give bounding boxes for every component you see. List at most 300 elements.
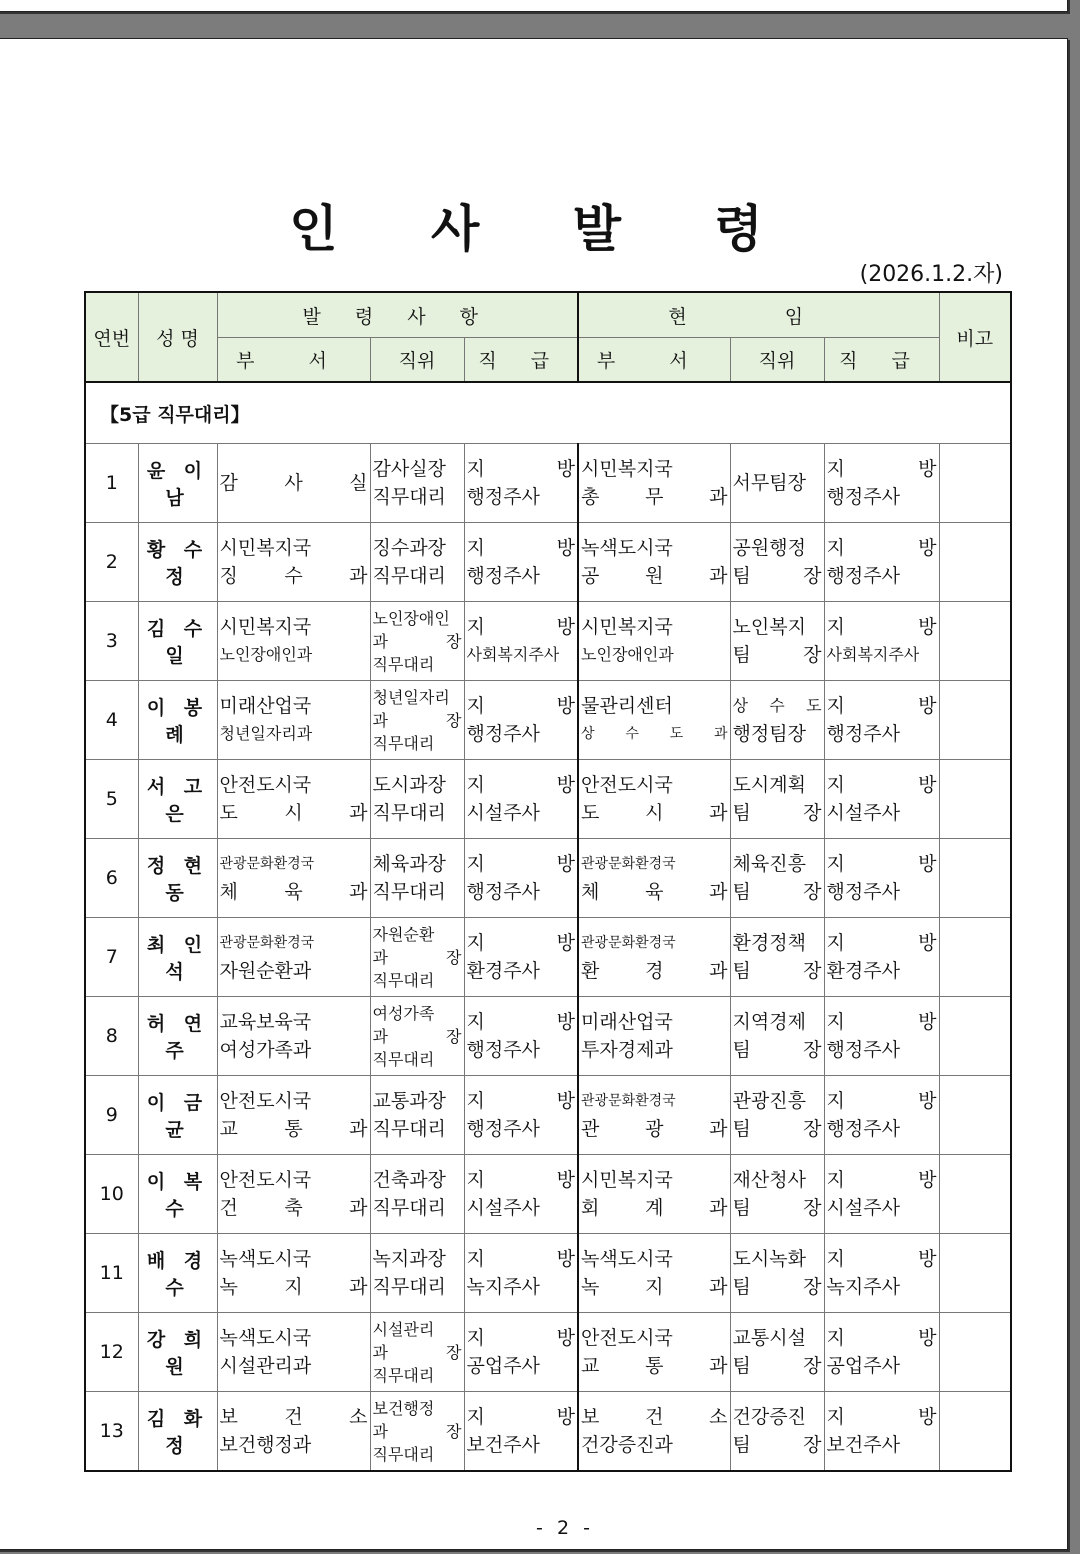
new-position-line: 직무대리 [372,486,446,508]
new-dept-line: 안전도시국 [219,774,312,796]
row-number: 10 [85,1155,138,1234]
person-name: 이 금 균 [138,1076,217,1155]
new-grade-line: 지 방 [466,1327,576,1349]
new-grade-line: 시설주사 [466,802,540,824]
new-position-cell [370,1313,464,1392]
cur-grade-cell [824,602,939,681]
cur-dept-line: 안전도시국 [581,774,673,796]
cur-grade-line: 공업주사 [826,1355,900,1377]
cur-grade-line: 시설주사 [826,802,900,824]
new-position-line: 감사실장 [372,458,446,480]
cur-position-line: 교통시설 [732,1327,806,1349]
cur-dept-line: 시민복지국 [581,616,673,638]
cur-grade-line: 지 방 [826,695,937,717]
cur-dept-line: 시민복지국 [581,1169,673,1191]
new-dept-line: 도 시 과 [219,802,368,824]
cur-dept-cell [578,602,730,681]
cur-dept-line: 녹색도시국 [581,537,673,559]
cur-grade-cell [824,1076,939,1155]
section-label: 【5급 직무대리】 [85,382,1011,444]
new-dept-line: 안전도시국 [219,1169,312,1191]
cur-grade-line: 행정주사 [826,565,900,587]
new-grade-line: 시설주사 [466,1197,540,1219]
cur-position-line: 상 수 도 [732,696,822,715]
new-dept-cell [217,839,370,918]
new-position-line: 직무대리 [372,802,446,824]
header-cur-position: 직위 [730,338,824,383]
table-row [85,760,1011,839]
new-grade-line: 행정주사 [466,881,540,903]
new-position-line: 노인장애인 [372,608,450,628]
cur-dept-line: 건강증진과 [581,1434,673,1456]
remarks-cell [939,839,1011,918]
remarks-cell [939,760,1011,839]
row-number: 4 [85,681,138,760]
new-dept-line: 감 사 실 [219,472,368,494]
row-number: 3 [85,602,138,681]
new-dept-line: 녹색도시국 [219,1248,312,1270]
new-position-line: 직무대리 [372,1444,435,1464]
header-seq: 연번 [85,292,138,382]
new-position-line: 직무대리 [372,881,446,903]
cur-position-line: 팀 장 [732,1197,822,1219]
cur-position-line: 팀 장 [732,565,822,587]
cur-position-line: 도시녹화 [732,1248,806,1270]
person-name: 최 인 석 [138,918,217,997]
row-number: 7 [85,918,138,997]
new-position-line: 과 장 [372,947,462,967]
new-dept-line: 녹색도시국 [219,1327,312,1349]
cur-dept-line: 환 경 과 [581,960,728,982]
cur-dept-cell [578,997,730,1076]
cur-dept-line: 물관리센터 [581,695,673,717]
new-position-cell [370,839,464,918]
new-grade-line: 행정주사 [466,723,540,745]
cur-dept-cell [578,523,730,602]
table-row [85,997,1011,1076]
remarks-cell [939,1234,1011,1313]
new-dept-line: 자원순환과 [219,960,312,982]
cur-dept-line: 녹 지 과 [581,1276,728,1298]
cur-dept-line: 관광문화환경국 [581,856,676,872]
cur-grade-line: 지 방 [826,1169,937,1191]
new-dept-cell [217,523,370,602]
cur-dept-line: 투자경제과 [581,1039,673,1061]
cur-dept-line: 도 시 과 [581,802,728,824]
cur-position-line: 재산청사 [732,1169,806,1191]
cur-grade-line: 지 방 [826,458,937,480]
cur-position-line: 팀 장 [732,1118,822,1140]
page-number: - 2 - [536,1517,594,1539]
cur-grade-line: 시설주사 [826,1197,900,1219]
person-name: 허 연 주 [138,997,217,1076]
cur-dept-cell [578,1234,730,1313]
cur-dept-cell [578,839,730,918]
new-position-cell [370,444,464,523]
new-dept-cell [217,1076,370,1155]
table-row [85,1076,1011,1155]
cur-position-line: 팀 장 [732,644,822,666]
cur-position-line: 서무팀장 [732,472,806,494]
new-dept-line: 관광문화환경국 [219,935,315,951]
new-grade-cell [464,444,578,523]
cur-grade-line: 사회복지주사 [826,645,920,664]
new-position-line: 직무대리 [372,1197,446,1219]
cur-position-cell [730,997,824,1076]
cur-position-line: 도시계획 [732,774,806,796]
new-position-line: 도시과장 [372,774,446,796]
cur-grade-cell [824,523,939,602]
new-grade-cell [464,839,578,918]
new-dept-line: 관광문화환경국 [219,856,315,872]
new-grade-cell [464,1313,578,1392]
cur-position-cell [730,1234,824,1313]
new-grade-line: 사회복지주사 [466,645,560,664]
cur-dept-line: 시민복지국 [581,458,673,480]
remarks-cell [939,1313,1011,1392]
cur-dept-line: 관광문화환경국 [581,1093,676,1109]
person-name: 김 화 정 [138,1392,217,1472]
new-grade-line: 지 방 [466,616,576,638]
new-grade-cell [464,602,578,681]
cur-position-line: 환경정책 [732,932,806,954]
new-dept-line: 보 건 소 [219,1406,368,1428]
cur-position-cell [730,1392,824,1472]
new-grade-line: 공업주사 [466,1355,540,1377]
new-position-cell [370,1392,464,1472]
cur-position-cell [730,523,824,602]
new-dept-line: 청년일자리과 [219,724,313,743]
cur-grade-line: 행정주사 [826,881,900,903]
new-dept-cell [217,602,370,681]
table-row [85,1392,1011,1472]
cur-grade-line: 지 방 [826,616,937,638]
table-row [85,523,1011,602]
new-dept-line: 안전도시국 [219,1090,312,1112]
new-position-line: 시설관리 [372,1319,435,1339]
new-grade-line: 지 방 [466,537,576,559]
new-grade-line: 지 방 [466,1090,576,1112]
cur-dept-line: 교 통 과 [581,1355,728,1377]
cur-position-cell [730,918,824,997]
table-row [85,918,1011,997]
header-cur-grade: 직 급 [824,338,939,383]
cur-position-line: 팀 장 [732,1355,822,1377]
row-number: 1 [85,444,138,523]
new-grade-cell [464,997,578,1076]
new-dept-cell [217,1313,370,1392]
cur-position-line: 팀 장 [732,1434,822,1456]
document-page [0,38,1068,1550]
person-name: 강 희 원 [138,1313,217,1392]
cur-dept-line: 안전도시국 [581,1327,673,1349]
cur-position-cell [730,602,824,681]
cur-position-cell [730,839,824,918]
new-grade-line: 행정주사 [466,565,540,587]
remarks-cell [939,1392,1011,1472]
cur-grade-cell [824,1392,939,1472]
person-name: 윤 이 남 [138,444,217,523]
new-position-line: 과 장 [372,631,462,651]
new-grade-line: 지 방 [466,1406,576,1428]
new-grade-line: 행정주사 [466,1118,540,1140]
new-dept-line: 여성가족과 [219,1039,312,1061]
new-position-line: 과 장 [372,1026,462,1046]
cur-grade-cell [824,681,939,760]
row-number: 6 [85,839,138,918]
cur-dept-line: 회 계 과 [581,1197,728,1219]
new-dept-line: 교육보육국 [219,1011,312,1033]
person-name: 이 복 수 [138,1155,217,1234]
new-position-line: 청년일자리 [372,687,450,707]
table-row [85,444,1011,523]
cur-position-line: 팀 장 [732,802,822,824]
new-grade-line: 지 방 [466,853,576,875]
new-position-line: 직무대리 [372,1276,446,1298]
cur-grade-cell [824,1313,939,1392]
new-dept-cell [217,1155,370,1234]
new-dept-line: 시민복지국 [219,537,312,559]
cur-dept-cell [578,1155,730,1234]
cur-dept-line: 관광문화환경국 [581,935,676,951]
cur-grade-line: 지 방 [826,1248,937,1270]
cur-grade-cell [824,760,939,839]
new-dept-line: 교 통 과 [219,1118,368,1140]
effective-date: (2026.1.2.자) [859,262,1003,287]
row-number: 12 [85,1313,138,1392]
cur-dept-cell [578,760,730,839]
cur-dept-line: 공 원 과 [581,565,728,587]
cur-dept-cell [578,1392,730,1472]
new-grade-cell [464,681,578,760]
new-grade-line: 녹지주사 [466,1276,540,1298]
cur-dept-line: 체 육 과 [581,881,728,903]
new-grade-line: 지 방 [466,1248,576,1270]
cur-grade-line: 지 방 [826,1011,937,1033]
new-dept-cell [217,681,370,760]
person-name: 김 수 일 [138,602,217,681]
cur-grade-line: 행정주사 [826,486,900,508]
cur-position-line: 건강증진 [732,1406,806,1428]
new-position-cell [370,1155,464,1234]
new-position-line: 직무대리 [372,654,435,674]
remarks-cell [939,444,1011,523]
cur-dept-line: 관 광 과 [581,1118,728,1140]
remarks-cell [939,602,1011,681]
cur-grade-line: 지 방 [826,1406,937,1428]
new-grade-line: 지 방 [466,774,576,796]
new-position-line: 교통과장 [372,1090,446,1112]
cur-grade-cell [824,444,939,523]
cur-grade-line: 지 방 [826,1327,937,1349]
new-dept-cell [217,918,370,997]
table-row [85,602,1011,681]
header-new-dept: 부 서 [217,338,370,383]
new-position-line: 직무대리 [372,1049,435,1069]
remarks-cell [939,1155,1011,1234]
cur-grade-line: 행정주사 [826,1118,900,1140]
remarks-cell [939,997,1011,1076]
cur-dept-line: 상 수 도 과 [581,726,728,742]
personnel-table [84,291,1012,1472]
cur-dept-cell [578,1313,730,1392]
cur-dept-line: 녹색도시국 [581,1248,673,1270]
cur-grade-line: 행정주사 [826,1039,900,1061]
cur-position-cell [730,1313,824,1392]
table-row [85,1155,1011,1234]
cur-dept-cell [578,918,730,997]
cur-grade-line: 지 방 [826,537,937,559]
cur-position-line: 지역경제 [732,1011,806,1033]
new-position-cell [370,918,464,997]
cur-grade-line: 지 방 [826,1090,937,1112]
new-position-line: 직무대리 [372,1365,435,1385]
new-dept-line: 미래산업국 [219,695,312,717]
cur-dept-line: 총 무 과 [581,486,728,508]
person-name: 서 고 은 [138,760,217,839]
cur-grade-line: 행정주사 [826,723,900,745]
new-dept-cell [217,444,370,523]
new-grade-cell [464,1392,578,1472]
new-dept-line: 징 수 과 [219,565,368,587]
new-grade-line: 행정주사 [466,486,540,508]
new-grade-cell [464,523,578,602]
row-number: 8 [85,997,138,1076]
cur-dept-cell [578,1076,730,1155]
new-grade-line: 행정주사 [466,1039,540,1061]
new-dept-line: 노인장애인과 [219,645,313,664]
new-dept-line: 시설관리과 [219,1355,312,1377]
header-name: 성 명 [138,292,217,382]
row-number: 2 [85,523,138,602]
new-position-line: 여성가족 [372,1003,435,1023]
new-dept-cell [217,760,370,839]
new-dept-line: 건 축 과 [219,1197,368,1219]
new-grade-cell [464,918,578,997]
new-grade-line: 지 방 [466,695,576,717]
cur-position-line: 팀 장 [732,1039,822,1061]
person-name: 황 수 정 [138,523,217,602]
table-row [85,1234,1011,1313]
new-position-cell [370,1234,464,1313]
new-dept-line: 녹 지 과 [219,1276,368,1298]
cur-position-cell [730,681,824,760]
new-position-line: 직무대리 [372,970,435,990]
remarks-cell [939,918,1011,997]
header-current: 현 임 [578,292,939,338]
new-position-cell [370,997,464,1076]
new-position-line: 과 장 [372,710,462,730]
cur-dept-line: 미래산업국 [581,1011,673,1033]
remarks-cell [939,1076,1011,1155]
new-position-line: 직무대리 [372,1118,446,1140]
row-number: 5 [85,760,138,839]
table-row [85,1313,1011,1392]
person-name: 이 봉 례 [138,681,217,760]
cur-grade-cell [824,918,939,997]
table-row [85,839,1011,918]
header-new-grade: 직 급 [464,338,578,383]
new-position-cell [370,523,464,602]
cur-grade-line: 녹지주사 [826,1276,900,1298]
header-remarks: 비고 [939,292,1011,382]
new-grade-line: 보건주사 [466,1434,540,1456]
new-dept-line: 보건행정과 [219,1434,312,1456]
person-name: 정 현 동 [138,839,217,918]
cur-dept-cell [578,444,730,523]
new-position-line: 직무대리 [372,733,435,753]
new-position-cell [370,760,464,839]
new-position-line: 과 장 [372,1342,462,1362]
cur-grade-cell [824,1155,939,1234]
new-dept-line: 체 육 과 [219,881,368,903]
cur-grade-cell [824,1234,939,1313]
header-appointment: 발 령 사 항 [217,292,578,338]
new-position-line: 녹지과장 [372,1248,446,1270]
new-position-line: 자원순환 [372,924,435,944]
document-title: 인 사 발 령 [289,200,801,258]
new-grade-cell [464,760,578,839]
new-grade-cell [464,1076,578,1155]
header-cur-dept: 부 서 [578,338,730,383]
cur-position-line: 체육진흥 [732,853,806,875]
cur-position-line: 행정팀장 [732,723,806,745]
cur-position-line: 팀 장 [732,881,822,903]
cur-grade-cell [824,839,939,918]
new-position-line: 체육과장 [372,853,446,875]
row-number: 11 [85,1234,138,1313]
new-position-line: 과 장 [372,1421,462,1441]
new-grade-cell [464,1155,578,1234]
person-name: 배 경 수 [138,1234,217,1313]
new-position-line: 보건행정 [372,1398,435,1418]
cur-grade-line: 지 방 [826,774,937,796]
new-grade-line: 지 방 [466,932,576,954]
cur-grade-line: 지 방 [826,932,937,954]
new-dept-cell [217,1234,370,1313]
cur-dept-line: 노인장애인과 [581,645,674,664]
cur-grade-line: 보건주사 [826,1434,900,1456]
row-number: 13 [85,1392,138,1472]
cur-position-cell [730,1076,824,1155]
new-position-line: 건축과장 [372,1169,446,1191]
previous-page-edge [0,0,1068,12]
new-grade-line: 환경주사 [466,960,540,982]
remarks-cell [939,681,1011,760]
new-grade-line: 지 방 [466,1169,576,1191]
new-grade-line: 지 방 [466,458,576,480]
cur-position-line: 팀 장 [732,960,822,982]
cur-grade-cell [824,997,939,1076]
cur-position-line: 관광진흥 [732,1090,806,1112]
new-dept-cell [217,1392,370,1472]
new-position-cell [370,602,464,681]
row-number: 9 [85,1076,138,1155]
cur-position-cell [730,760,824,839]
new-grade-line: 지 방 [466,1011,576,1033]
new-grade-cell [464,1234,578,1313]
cur-position-line: 노인복지 [732,616,806,638]
cur-position-line: 팀 장 [732,1276,822,1298]
cur-grade-line: 지 방 [826,853,937,875]
header-new-position: 직위 [370,338,464,383]
cur-position-cell [730,444,824,523]
new-dept-cell [217,997,370,1076]
cur-dept-cell [578,681,730,760]
table-row [85,681,1011,760]
cur-dept-line: 보 건 소 [581,1406,728,1428]
cur-position-line: 공원행정 [732,537,806,559]
